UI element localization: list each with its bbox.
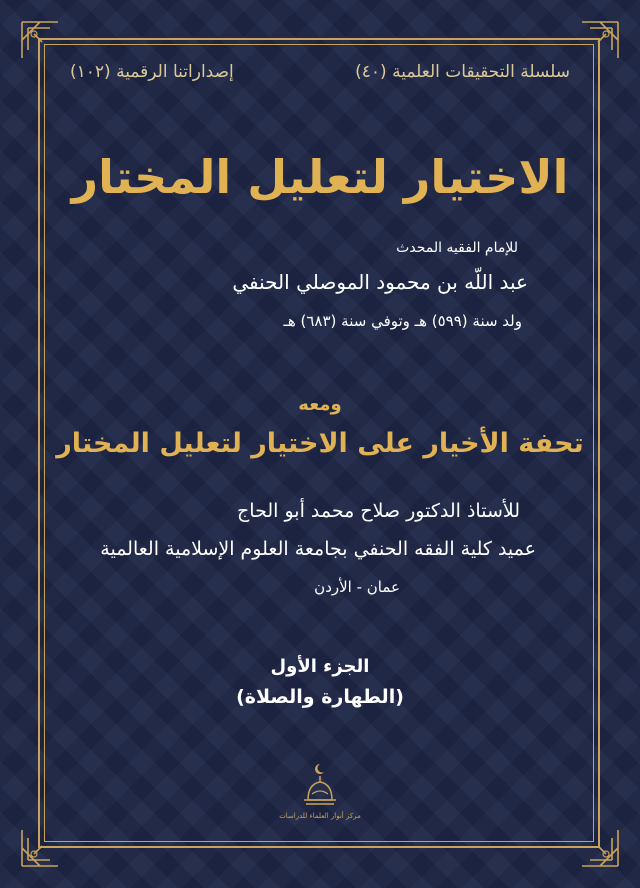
author-prefix: للإمام الفقيه المحدث	[396, 240, 518, 256]
author-name: عبد اللّه بن محمود الموصلي الحنفي	[232, 270, 528, 294]
volume-label: الجزء الأول	[270, 656, 370, 677]
series-label: سلسلة التحقيقات العلمية (٤٠)	[355, 62, 570, 82]
corner-ornament-icon	[580, 20, 620, 60]
digital-releases-label: إصداراتنا الرقمية (١٠٢)	[70, 62, 234, 82]
crescent-lamp-icon	[290, 760, 350, 816]
book-subtitle: تحفة الأخيار على الاختيار لتعليل المختار	[56, 428, 584, 459]
professor-name: للأستاذ الدكتور صلاح محمد أبو الحاج	[237, 500, 520, 522]
book-title: الاختيار لتعليل المختار	[71, 150, 569, 204]
with-label: ومعه	[298, 394, 342, 415]
corner-ornament-icon	[580, 828, 620, 868]
series-header	[70, 58, 570, 86]
corner-ornament-icon	[20, 828, 60, 868]
place-label: عمان - الأردن	[314, 578, 400, 596]
professor-position: عميد كلية الفقه الحنفي بجامعة العلوم الإسلامية العالمية	[100, 538, 536, 560]
author-dates: ولد سنة (٥٩٩) هـ وتوفي سنة (٦٨٣) هـ	[283, 312, 522, 330]
corner-ornament-icon	[20, 20, 60, 60]
volume-subject: (الطهارة والصلاة)	[236, 686, 404, 708]
publisher-caption: مركز أنوار العلماء للدراسات	[279, 812, 361, 820]
